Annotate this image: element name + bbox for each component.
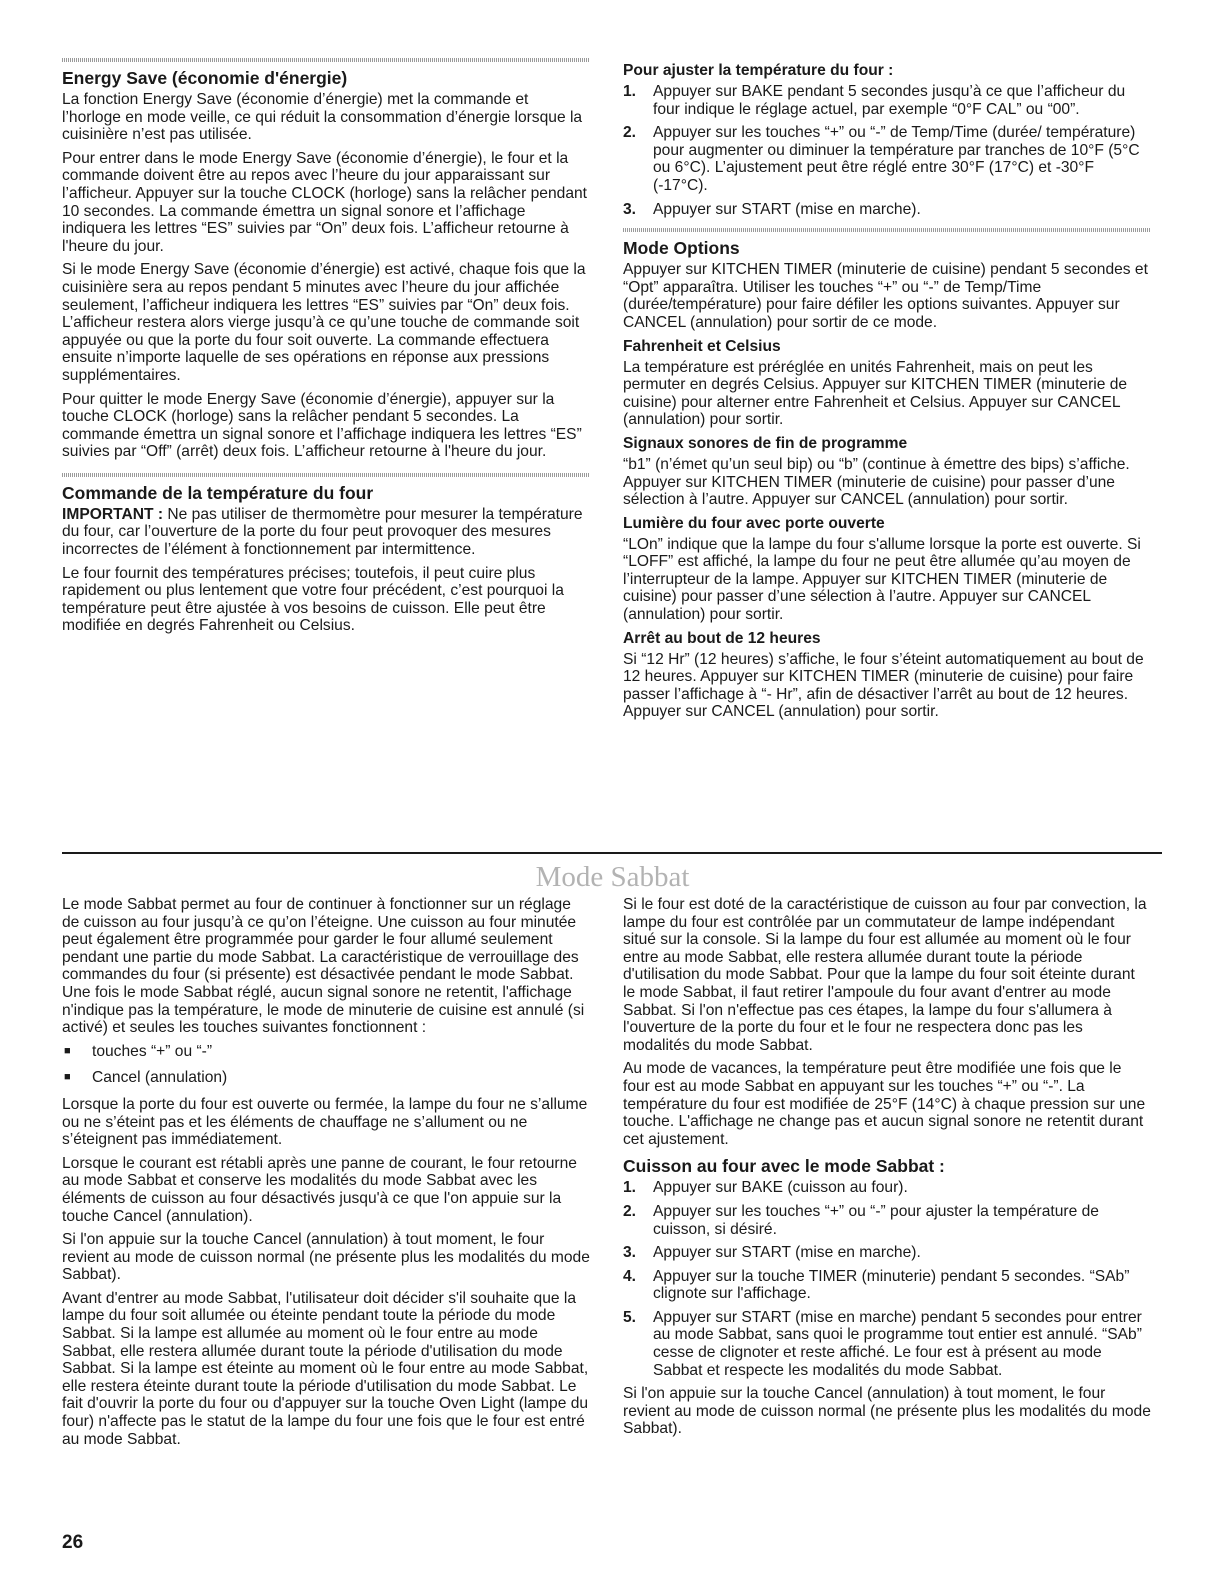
list-item [623, 201, 1151, 219]
temperature-control-heading: Commande de la température du four [62, 482, 374, 503]
step-number: 5. [623, 1308, 637, 1326]
step-number: 3. [623, 1244, 637, 1262]
energy-save-paragraph: Pour quitter le mode Energy Save (économie d’énergie), appuyer sur la touche CLOCK (horloge) sans la relâcher pendant 5 secondes. La commande émettra un signal sonore et l’affichage indiquera les lettres “ES” suivies par “Off” (arrêt) deux fois. L’afficheur retourne à l'heure du jour. [62, 390, 582, 461]
auto-shutoff-heading: Arrêt au bout de 12 heures [623, 629, 821, 647]
adjust-temperature-heading: Pour ajuster la température du four : [623, 62, 894, 79]
sabbath-paragraph: Lorsque la porte du four est ouverte ou fermée, la lampe du four ne s’allume ou ne s’éteint pas et les éléments de chauffage ne s’allument ou ne s’éteignent pas immédiatement. [62, 1095, 588, 1149]
section-divider [62, 58, 590, 62]
step-number: 4. [623, 1267, 637, 1285]
step-number: 2. [623, 124, 637, 142]
step-number: 1. [623, 1179, 637, 1197]
step-number: 1. [623, 83, 637, 100]
list-item [623, 1203, 1151, 1238]
step-number: 3. [623, 200, 637, 218]
bullet-icon: ■ [64, 1044, 71, 1057]
important-label: IMPORTANT : [62, 505, 164, 523]
mode-options-paragraph: Appuyer sur KITCHEN TIMER (minuterie de cuisine) pendant 5 secondes et “Opt” apparaîtra. Utiliser les touches “+” ou “-” de Temp/Time (durée/température) pour faire défiler les options suivantes. Appuyer sur CANCEL (annulation) pour sortir de ce mode. [623, 261, 1148, 331]
working-keys-list [62, 1043, 590, 1087]
step-text: Appuyer sur les touches “+” ou “-” pour ajuster la température de cuisson, si désiré. [653, 1202, 1099, 1238]
sabbath-paragraph: Si l'on appuie sur la touche Cancel (annulation) à tout moment, le four revient au mode de cuisson normal (ne présente plus les modalités du mode Sabbat). [623, 1385, 1151, 1438]
left-bottom-column [62, 896, 590, 1454]
bullet-icon: ■ [64, 1071, 71, 1084]
step-text: Appuyer sur BAKE pendant 5 secondes jusqu’à ce que l’afficheur du four indique le réglage actuel, par exemple “0°F CAL” ou “00”. [653, 83, 1126, 118]
fahrenheit-celsius-heading: Fahrenheit et Celsius [623, 337, 781, 355]
end-signal-heading: Signaux sonores de fin de programme [623, 434, 908, 452]
temperature-paragraph: Le four fournit des températures précises; toutefois, il peut cuire plus rapidement ou plus lentement que votre four précédent, c’est pourquoi la température peut être ajustée à vos besoins de cuisson. Elle peut être modifiée en degrés Fahrenheit ou Celsius. [62, 564, 564, 635]
section-divider [62, 473, 590, 477]
sabbath-baking-heading: Cuisson au four avec le mode Sabbat : [623, 1156, 945, 1177]
right-top-column [623, 62, 1151, 727]
mode-options-heading: Mode Options [623, 238, 740, 259]
sabbath-mode-banner: Mode Sabbat [535, 861, 690, 893]
step-number: 2. [623, 1202, 637, 1220]
energy-save-heading: Energy Save (économie d'énergie) [62, 68, 348, 88]
auto-shutoff-paragraph: Si “12 Hr” (12 heures) s’affiche, le four s’éteint automatiquement au bout de 12 heures. Appuyer sur KITCHEN TIMER (minuterie de cuisine) pour faire passer l’affichage à “- Hr”, afin de désactiver l’arrêt au bout de 12 heures. Appuyer sur CANCEL (annulation) pour sortir. [623, 650, 1144, 721]
oven-light-heading: Lumière du four avec porte ouverte [623, 514, 885, 532]
important-note [62, 506, 590, 559]
sabbath-paragraph: Avant d'entrer au mode Sabbat, l'utilisateur doit décider s'il souhaite que la lampe du four soit allumée ou éteinte pendant toute la période du mode Sabbat. Si la lampe est allumée au moment où le four entre au mode Sabbat, elle restera allumée durant toute la période d'utilisation du mode Sabbat. Si la lampe est éteinte au moment où le four entre au mode Sabbat, elle restera éteinte durant toute la période d'utilisation du mode Sabbat. Le fait d'ouvrir la porte du four ou d'appuyer sur la touche Oven Light (lampe du four) n'affecte pas le statut de la lampe du four une fois que le four est entré au mode Sabbat. [62, 1289, 589, 1448]
list-item [623, 124, 1151, 194]
energy-save-paragraph: Si le mode Energy Save (économie d’énergie) est activé, chaque fois que la cuisinière sera au repos pendant 5 minutes avec l’heure du jour affichée seulement, l’afficheur indiquera les lettres “ES” suivies par “On” deux fois. L’afficheur restera alors vierge jusqu’à ce qu’une touche de commande soit appuyée ou que la porte du four soit ouverte. La commande effectuera ensuite n’importe laquelle de ses opérations en réponse aux pressions supplémentaires. [62, 261, 586, 384]
list-item [623, 1309, 1151, 1379]
page-number: 26 [62, 1532, 84, 1553]
step-text: Appuyer sur START (mise en marche). [653, 200, 921, 218]
fahrenheit-celsius-paragraph: La température est préréglée en unités Fahrenheit, mais on peut les permuter en degrés Celsius. Appuyer sur KITCHEN TIMER (minuterie de cuisine) pour alterner entre Fahrenheit et Celsius. Appuyer sur CANCEL (annulation) pour sortir. [623, 358, 1128, 429]
step-text: Appuyer sur BAKE (cuisson au four). [653, 1179, 908, 1197]
bullet-text: touches “+” ou “-” [92, 1042, 213, 1060]
list-item [62, 1069, 590, 1087]
sabbath-steps-list [623, 1179, 1151, 1379]
step-text: Appuyer sur START (mise en marche). [653, 1244, 921, 1262]
sabbath-paragraph: Le mode Sabbat permet au four de continuer à fonctionner sur un réglage de cuisson au four jusqu’à ce qu’on l’éteigne. Une cuisson au four minutée peut également être programmée pour garder le four allumé seulement pendant une partie du mode Sabbat. La caractéristique de verrouillage des commandes du four (si présente) est désactivée pendant le mode Sabbat. Une fois le mode Sabbat réglé, aucun signal sonore ne retentit, l'affichage n'indique pas la température, le mode de minuterie de cuisine est annulé (si activé) et seules les touches suivantes fonctionnent : [62, 896, 585, 1037]
section-rule [62, 852, 1162, 854]
list-item [623, 1179, 1151, 1197]
oven-light-paragraph: “LOn” indique que la lampe du four s'allume lorsque la porte est ouverte. Si “LOFF” est affiché, la lampe du four ne peut être allumée qu’au moyen de l’interrupteur de la lampe. Appuyer sur KITCHEN TIMER (minuterie de cuisine) pour passer d’une sélection à l’autre. Appuyer sur CANCEL (annulation) pour sortir. [623, 535, 1141, 624]
list-item [623, 1268, 1151, 1303]
section-divider [623, 228, 1151, 232]
step-text: Appuyer sur les touches “+” ou “-” de Temp/Time (durée/ température) pour augmenter ou diminuer la température par tranches de 10°F (5°C ou 6°C). L’ajustement peut être réglé entre 30°F (17°C) et -30°F (-17°C). [653, 124, 1140, 194]
sabbath-paragraph: Si l'on appuie sur la touche Cancel (annulation) à tout moment, le four revient au mode de cuisson normal (ne présente plus les modalités du mode Sabbat). [62, 1231, 590, 1284]
sabbath-paragraph: Au mode de vacances, la température peut être modifiée une fois que le four est au mode Sabbat en appuyant sur les touches “+” ou “-”. La température du four est modifiée de 25°F (14°C) à chaque pression sur une touche. L'affichage ne change pas et aucun signal sonore ne retentit durant cet ajustement. [623, 1060, 1146, 1148]
bullet-text: Cancel (annulation) [92, 1069, 228, 1087]
step-text: Appuyer sur START (mise en marche) pendant 5 secondes pour entrer au mode Sabbat, sans quoi le programme tout entier est annulé. “SAb” cesse de clignoter et reste affiché. Le four est à présent au mode Sabbat et respecte les modalités du mode Sabbat. [653, 1308, 1142, 1379]
sabbath-paragraph: Lorsque le courant est rétabli après une panne de courant, le four retourne au mode Sabbat et conserve les modalités du mode Sabbat avec les éléments de cuisson au four désactivés jusqu'à ce que l'on appuie sur la touche Cancel (annulation). [62, 1154, 577, 1225]
list-item [623, 83, 1151, 118]
right-bottom-column [623, 896, 1151, 1444]
step-text: Appuyer sur la touche TIMER (minuterie) pendant 5 secondes. “SAb” clignote sur l'affichage. [653, 1267, 1130, 1303]
important-text: Ne pas utiliser de thermomètre pour mesurer la température du four, car l’ouverture de la porte du four peut provoquer des mesures incorrectes de l’élément à fonctionnement par intermittence. [62, 505, 583, 559]
end-signal-paragraph: “b1” (n’émet qu’un seul bip) ou “b” (continue à émettre des bips) s’affiche. Appuyer sur KITCHEN TIMER (minuterie de cuisine) pour passer d’une sélection à l’autre. Appuyer sur CANCEL (annulation) pour sortir. [623, 455, 1130, 509]
energy-save-paragraph: Pour entrer dans le mode Energy Save (économie d’énergie), le four et la commande doivent être au repos avec l’heure du jour apparaissant sur l’afficheur. Appuyer sur la touche CLOCK (horloge) sans la relâcher pendant 10 secondes. La commande émettra un signal sonore et l’affichage indiquera les lettres “ES” suivies par “On” deux fois. L’afficheur retourne à l'heure du jour. [62, 149, 588, 255]
energy-save-paragraph: La fonction Energy Save (économie d’énergie) met la commande et l’horloge en mode veille, ce qui réduit la consommation d’énergie lorsque la cuisinière n’est pas utilisée. [62, 91, 583, 144]
list-item [623, 1244, 1151, 1262]
sabbath-paragraph: Si le four est doté de la caractéristique de cuisson au four par convection, la lampe du four est contrôlée par un commutateur de lampe indépendant situé sur la console. Si la lampe du four est allumée au moment où le four entre au mode Sabbat, elle restera allumée durant toute la période d'utilisation du mode Sabbat. Pour que la lampe du four soit éteinte durant le mode Sabbat, il faut retirer l'ampoule du four avant d'entrer au mode Sabbat. Si l'on n'effectue pas ces étapes, la lampe du four s'allumera à l'ouverture de la porte du four et le four ne respectera donc pas les modalités du mode Sabbat. [623, 896, 1147, 1054]
left-top-column [62, 58, 590, 641]
adjust-steps-list [623, 83, 1151, 218]
list-item [62, 1043, 590, 1061]
